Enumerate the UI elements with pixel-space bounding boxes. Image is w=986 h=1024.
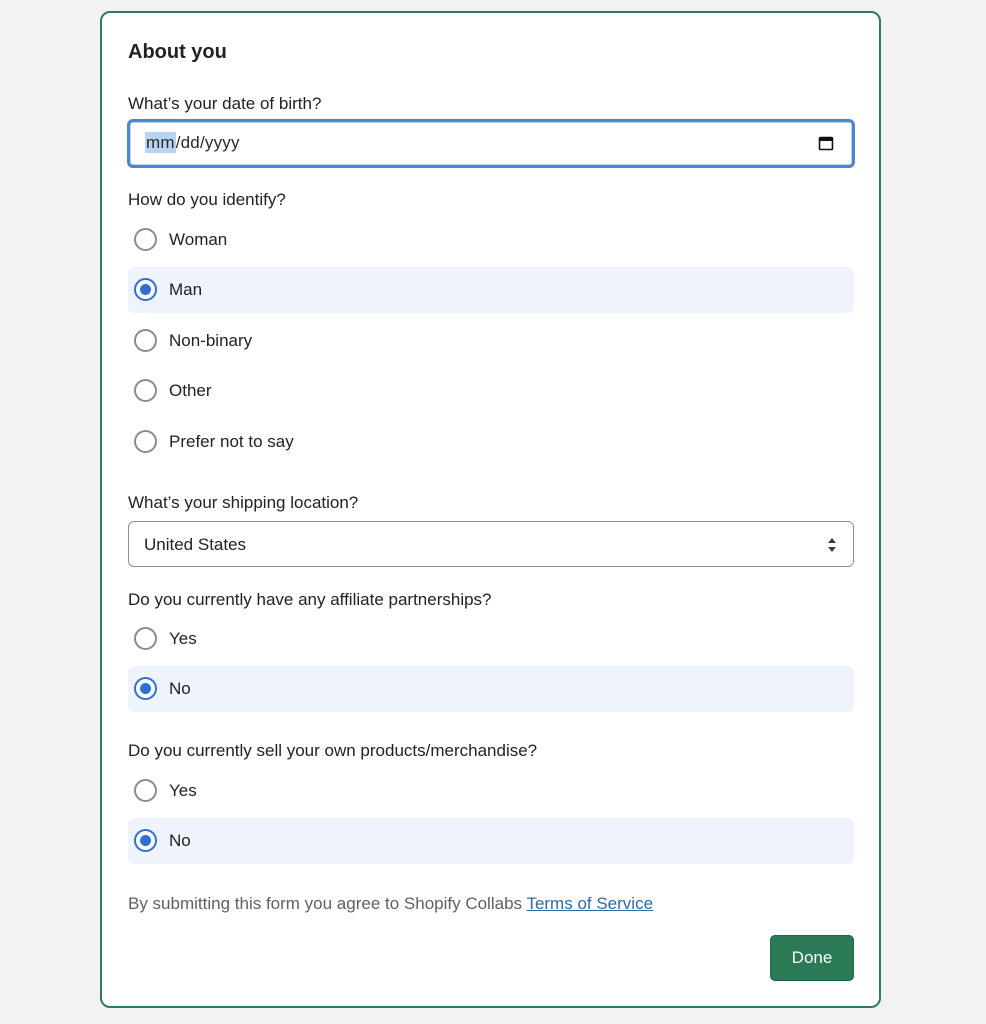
radio-option-non-binary[interactable] bbox=[128, 318, 854, 364]
dob-month-segment[interactable]: mm bbox=[146, 133, 175, 152]
radio-label: Non-binary bbox=[169, 331, 253, 350]
terms-notice bbox=[128, 894, 653, 914]
radio-label: Woman bbox=[169, 230, 228, 249]
radio-label: Yes bbox=[169, 629, 197, 648]
radio-button[interactable] bbox=[134, 278, 157, 301]
affiliate-label: Do you currently have any affiliate partnerships? bbox=[128, 590, 492, 609]
form-title: About you bbox=[128, 41, 227, 63]
radio-option-affiliate-no[interactable] bbox=[128, 666, 854, 712]
merch-label: Do you currently sell your own products/merchandise? bbox=[128, 741, 538, 760]
radio-option-woman[interactable] bbox=[128, 217, 854, 263]
radio-label: No bbox=[169, 679, 191, 698]
about-you-form-card bbox=[100, 11, 881, 1008]
dob-label: What’s your date of birth? bbox=[128, 94, 322, 113]
radio-option-affiliate-yes[interactable] bbox=[128, 616, 854, 662]
radio-button[interactable] bbox=[134, 677, 157, 700]
radio-label: Prefer not to say bbox=[169, 432, 294, 451]
terms-text: By submitting this form you agree to Shopify Collabs bbox=[128, 894, 527, 913]
radio-button[interactable] bbox=[134, 627, 157, 650]
radio-option-man[interactable] bbox=[128, 267, 854, 313]
shipping-label: What’s your shipping location? bbox=[128, 493, 359, 512]
radio-label: No bbox=[169, 831, 191, 850]
radio-button[interactable] bbox=[134, 329, 157, 352]
dob-placeholder bbox=[145, 133, 240, 153]
radio-button[interactable] bbox=[134, 430, 157, 453]
shipping-location-value: United States bbox=[144, 535, 247, 554]
radio-label: Other bbox=[169, 381, 212, 400]
identify-label: How do you identify? bbox=[128, 190, 286, 209]
radio-option-other[interactable] bbox=[128, 368, 854, 414]
radio-button[interactable] bbox=[134, 829, 157, 852]
terms-of-service-link[interactable]: Terms of Service bbox=[526, 894, 654, 913]
radio-button[interactable] bbox=[134, 228, 157, 251]
radio-label: Man bbox=[169, 280, 203, 299]
dob-day-year-segments[interactable]: /dd/yyyy bbox=[175, 133, 240, 152]
done-button[interactable]: Done bbox=[770, 935, 854, 981]
calendar-icon[interactable] bbox=[818, 135, 834, 151]
radio-option-prefer-not-to-say[interactable] bbox=[128, 419, 854, 465]
select-arrows-icon bbox=[827, 536, 837, 554]
radio-option-merch-no[interactable] bbox=[128, 818, 854, 864]
dob-date-input[interactable] bbox=[127, 119, 855, 168]
radio-button[interactable] bbox=[134, 379, 157, 402]
radio-label: Yes bbox=[169, 781, 197, 800]
radio-option-merch-yes[interactable] bbox=[128, 768, 854, 814]
radio-button[interactable] bbox=[134, 779, 157, 802]
shipping-location-select[interactable] bbox=[128, 521, 854, 567]
